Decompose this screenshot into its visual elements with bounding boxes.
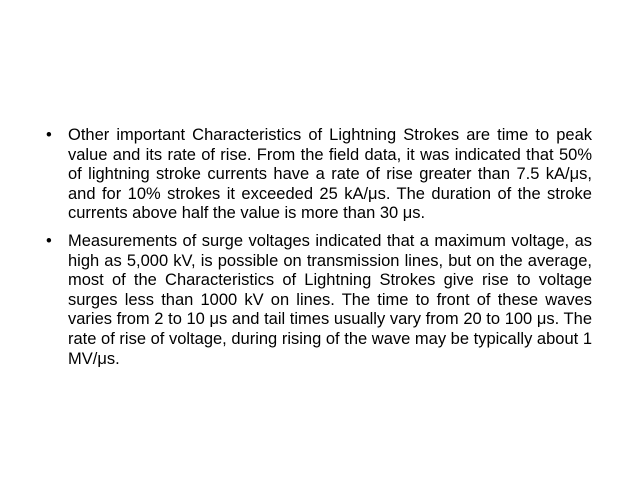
bullet-item-peak-value [46, 126, 592, 224]
bullet-text: Measurements of surge voltages indicated that a maximum voltage, as high as 5,000 kV, is possible on transmission lines, but on the average, most of the Characteristics of Lightning Strokes give rise to voltage surges less than 1000 kV on lines. The time to front of these waves varies from 2 to 10 μs and tail times usually vary from 20 to 100 μs. The rate of rise of voltage, during rising of the wave may be typically about 1 MV/μs. [68, 231, 592, 368]
bullet-marker-icon: • [46, 126, 52, 144]
bullet-item-surge-voltages [46, 232, 592, 369]
bullet-marker-icon: • [46, 231, 52, 250]
bullet-text: Other important Characteristics of Lightning Strokes are time to peak value and its rate of rise. From the field data, it was indicated that 50% of lightning stroke currents have a rate of rise greater than 7.5 kA/μs, and for 10% strokes it exceeded 25 kA/μs. The duration of the stroke currents above half the value is more than 30 μs. [68, 126, 592, 223]
bullet-list [46, 126, 592, 377]
